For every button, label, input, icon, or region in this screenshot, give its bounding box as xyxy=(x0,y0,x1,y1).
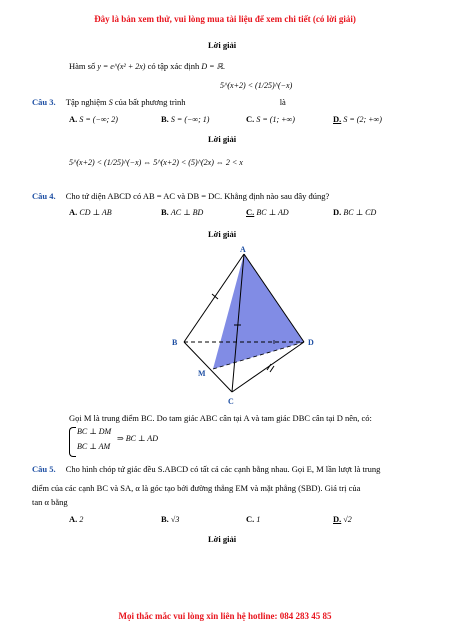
q5-option-b[interactable]: B. √3 xyxy=(161,514,180,524)
q3-option-d[interactable]: D. S = (2; +∞) xyxy=(333,114,382,124)
q3-stem: Câu 3. Tập nghiệm S của bất phương trình là xyxy=(32,97,286,107)
tick-ab xyxy=(212,294,218,299)
tick-cd-2 xyxy=(270,366,274,372)
q4-label: Câu 4. xyxy=(32,191,56,201)
q4-option-b[interactable]: B. AC ⊥ BD xyxy=(161,207,204,217)
solution-heading: Lời giải xyxy=(208,134,237,144)
system-line-1: BC ⊥ DM xyxy=(77,427,112,436)
q5-label: Câu 5. xyxy=(32,464,56,474)
q3-label: Câu 3. xyxy=(32,97,56,107)
q3-option-b[interactable]: B. S = (−∞; 1) xyxy=(161,114,210,124)
q5-option-a[interactable]: A. 2 xyxy=(69,514,84,524)
system-brace xyxy=(69,427,76,457)
q4-option-a[interactable]: A. CD ⊥ AB xyxy=(69,207,112,217)
label-m: M xyxy=(198,369,206,378)
q3-option-a[interactable]: A. S = (−∞; 2) xyxy=(69,114,118,124)
solution-heading: Lời giải xyxy=(208,40,237,50)
label-c: C xyxy=(228,397,234,406)
domain-statement: Hàm số y = e^(x² + 2x) có tập xác định D = ℝ. xyxy=(69,61,226,71)
q4-stem: Câu 4. Cho tứ diện ABCD có AB = AC và DB = DC. Khẳng định nào sau đây đúng? xyxy=(32,191,330,201)
system-line-2: BC ⊥ AM xyxy=(77,442,111,451)
q5-stem-line-3: tan α bằng xyxy=(32,497,68,507)
domain-value: D = ℝ xyxy=(201,62,223,71)
tetrahedron-figure xyxy=(170,242,320,407)
q5-option-c[interactable]: C. 1 xyxy=(246,514,261,524)
label-b: B xyxy=(172,338,178,347)
solution-heading: Lời giải xyxy=(208,534,237,544)
label-d: D xyxy=(308,338,314,347)
q5-stem-line-1: Câu 5. Cho hình chóp tứ giác đều S.ABCD có tất cả các cạnh bằng nhau. Gọi E, M lần lượt là trung xyxy=(32,464,381,474)
q3-solution: 5^(x+2) < (1/25)^(−x) ⇔ 5^(x+2) < (5)^(2x) ⇔ 2 < x xyxy=(69,158,243,167)
solution-heading: Lời giải xyxy=(208,229,237,239)
function-formula: y = e^(x² + 2x) xyxy=(97,62,146,71)
q4-solution-text: Gọi M là trung điểm BC. Do tam giác ABC cân tại A và tam giác DBC cân tại D nên, có: xyxy=(69,413,372,423)
q3-option-c[interactable]: C. S = (1; +∞) xyxy=(246,114,295,124)
q5-option-d[interactable]: D. √2 xyxy=(333,514,352,524)
hotline-footer: Mọi thắc mắc vui lòng xin liên hệ hotline: 084 283 45 85 xyxy=(118,611,332,621)
q4-option-c[interactable]: C. BC ⊥ AD xyxy=(246,207,289,217)
q5-stem-line-2: điểm của các cạnh BC và SA, α là góc tạo bởi đường thẳng EM và mặt phẳng (SBD). Giá trị của xyxy=(32,483,361,493)
q4-option-d[interactable]: D. BC ⊥ CD xyxy=(333,207,377,217)
label-a: A xyxy=(240,245,246,254)
q3-inequality: 5^(x+2) < (1/25)^(−x) xyxy=(220,81,293,90)
preview-banner: Đây là bản xem thử, vui lòng mua tài liệu để xem chi tiết (có lời giải) xyxy=(94,14,356,24)
system-result: ⇒ BC ⊥ AD xyxy=(117,434,158,443)
